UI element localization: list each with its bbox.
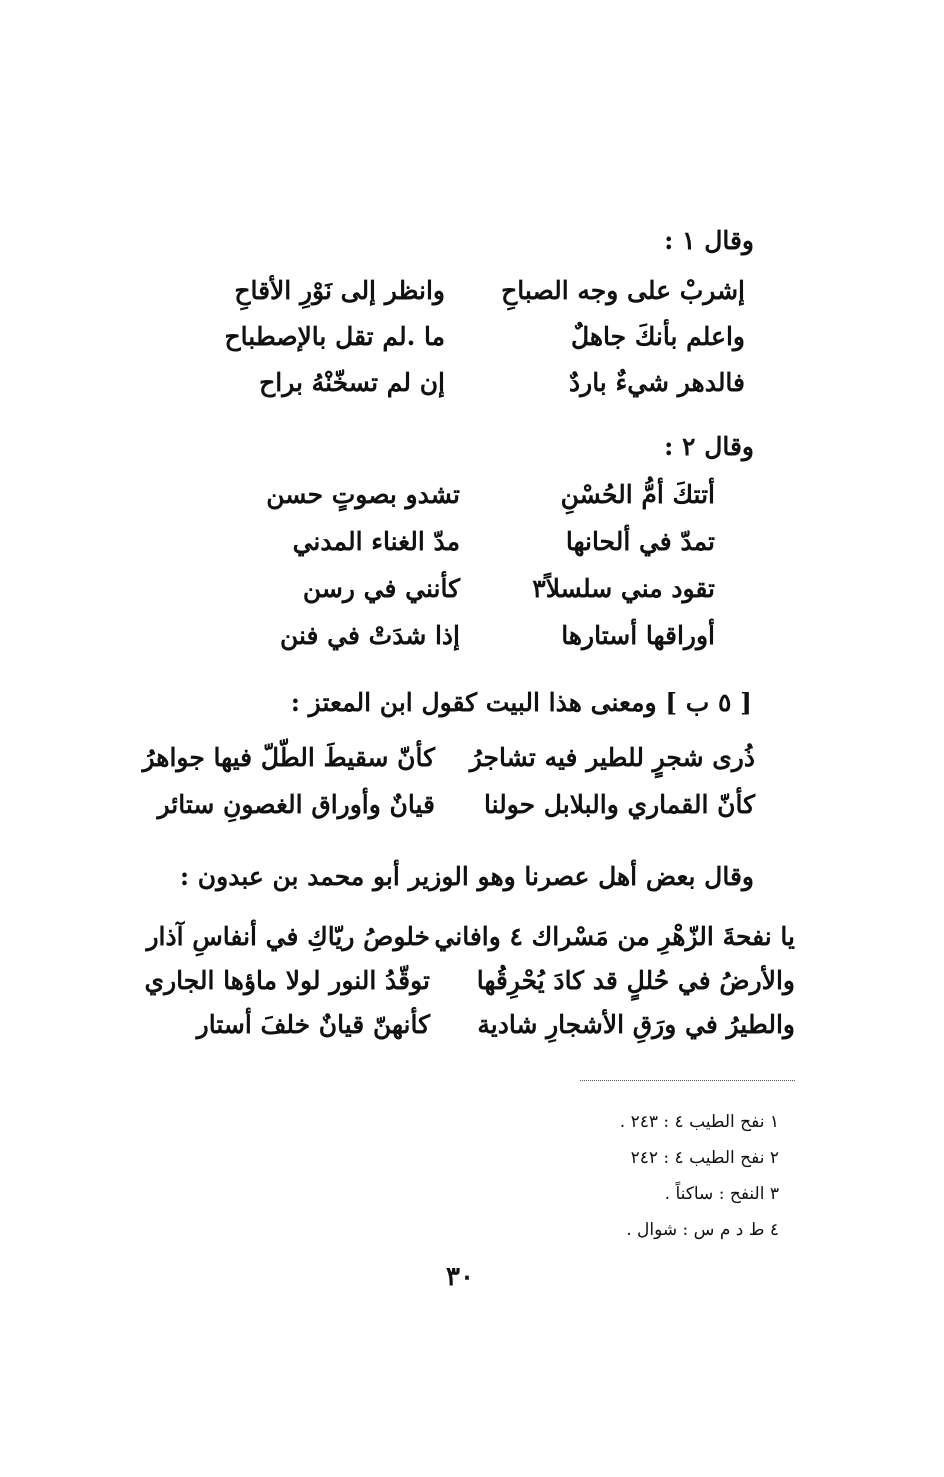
poem2-line-3-second-hemistich: كأنني في رسن [302,574,460,603]
poem2-line-2-second-hemistich: مدّ الغناء المدني [292,527,460,556]
poem2-line-2-first-hemistich: تمدّ في ألحانها [565,527,715,556]
footnote-3: ٣ النفح : ساكناً . [664,1184,779,1204]
footnote-1: ١ نفح الطيب ٤ : ٢٤٣ . [619,1112,779,1132]
poem1-line-3-second-hemistich: إن لم تسخّنْهُ براح [259,368,445,397]
poem1-line-1-first-hemistich: إشربْ على وجه الصباحِ [501,276,745,305]
commentary-line-2-second-hemistich: قيانٌ وأوراق الغصونِ ستائر [157,790,435,819]
poem1-line-2-first-hemistich: واعلم بأنكَ جاهلٌ [570,322,745,351]
poem2-line-1-first-hemistich: أتتكَ أمُّ الحُسْنِ [560,480,715,509]
commentary-label: [ ٥ ب ] ومعنى هذا البيت كقول ابن المعتز : [290,688,752,717]
page-number: ٣٠ [446,1262,474,1292]
poem1-label: وقال ١ : [664,226,754,255]
poem3-line-3-first-hemistich: والطيرُ في ورَقِ الأشجارِ شادية [477,1010,795,1039]
poem3-line-2-first-hemistich: والأرضُ في حُللٍ قد كادَ يُحْرِقُها [476,966,795,995]
footnote-4: ٤ ط د م س : شوال . [626,1220,779,1240]
poem3-line-1-first-hemistich: يا نفحةَ الزّهْرِ من مَسْراك ٤ وافاني [434,922,795,951]
poem2-line-3-first-hemistich: تقود مني سلسلاً٣ [532,574,715,603]
poem1-line-3-first-hemistich: فالدهر شيءٌ باردٌ [568,368,745,397]
footnote-divider [580,1080,795,1081]
footnote-2: ٢ نفح الطيب ٤ : ٢٤٢ [630,1148,779,1168]
poem2-line-4-second-hemistich: إذا شدَتْ في فنن [279,621,460,650]
poem3-line-1-second-hemistich: خلوصُ ريّاكِ في أنفاسِ آذار [146,922,430,951]
poem1-line-2-second-hemistich: ما .لم تقل بالإصطباح [224,322,445,351]
commentary-line-1-second-hemistich: كأنّ سقيطَ الطّلّ فيها جواهرُ [142,743,435,772]
poem3-line-2-second-hemistich: توقّدُ النور لولا ماؤها الجاري [144,966,430,995]
commentary-line-2-first-hemistich: كأنّ القماري والبلابل حولنا [483,790,755,819]
poem3-label: وقال بعض أهل عصرنا وهو الوزير أبو محمد بن عبدون : [179,862,754,891]
poem1-line-1-second-hemistich: وانظر إلى نَوْرِ الأقاحِ [234,276,445,305]
poem2-label: وقال ٢ : [664,432,754,461]
poem2-line-1-second-hemistich: تشدو بصوتٍ حسن [266,480,460,509]
poem2-line-4-first-hemistich: أوراقها أستارها [561,621,715,650]
commentary-line-1-first-hemistich: ذُرى شجرٍ للطير فيه تشاجرُ [469,743,755,772]
poem3-line-3-second-hemistich: كأنهنّ قيانٌ خلفَ أستار [196,1010,430,1039]
